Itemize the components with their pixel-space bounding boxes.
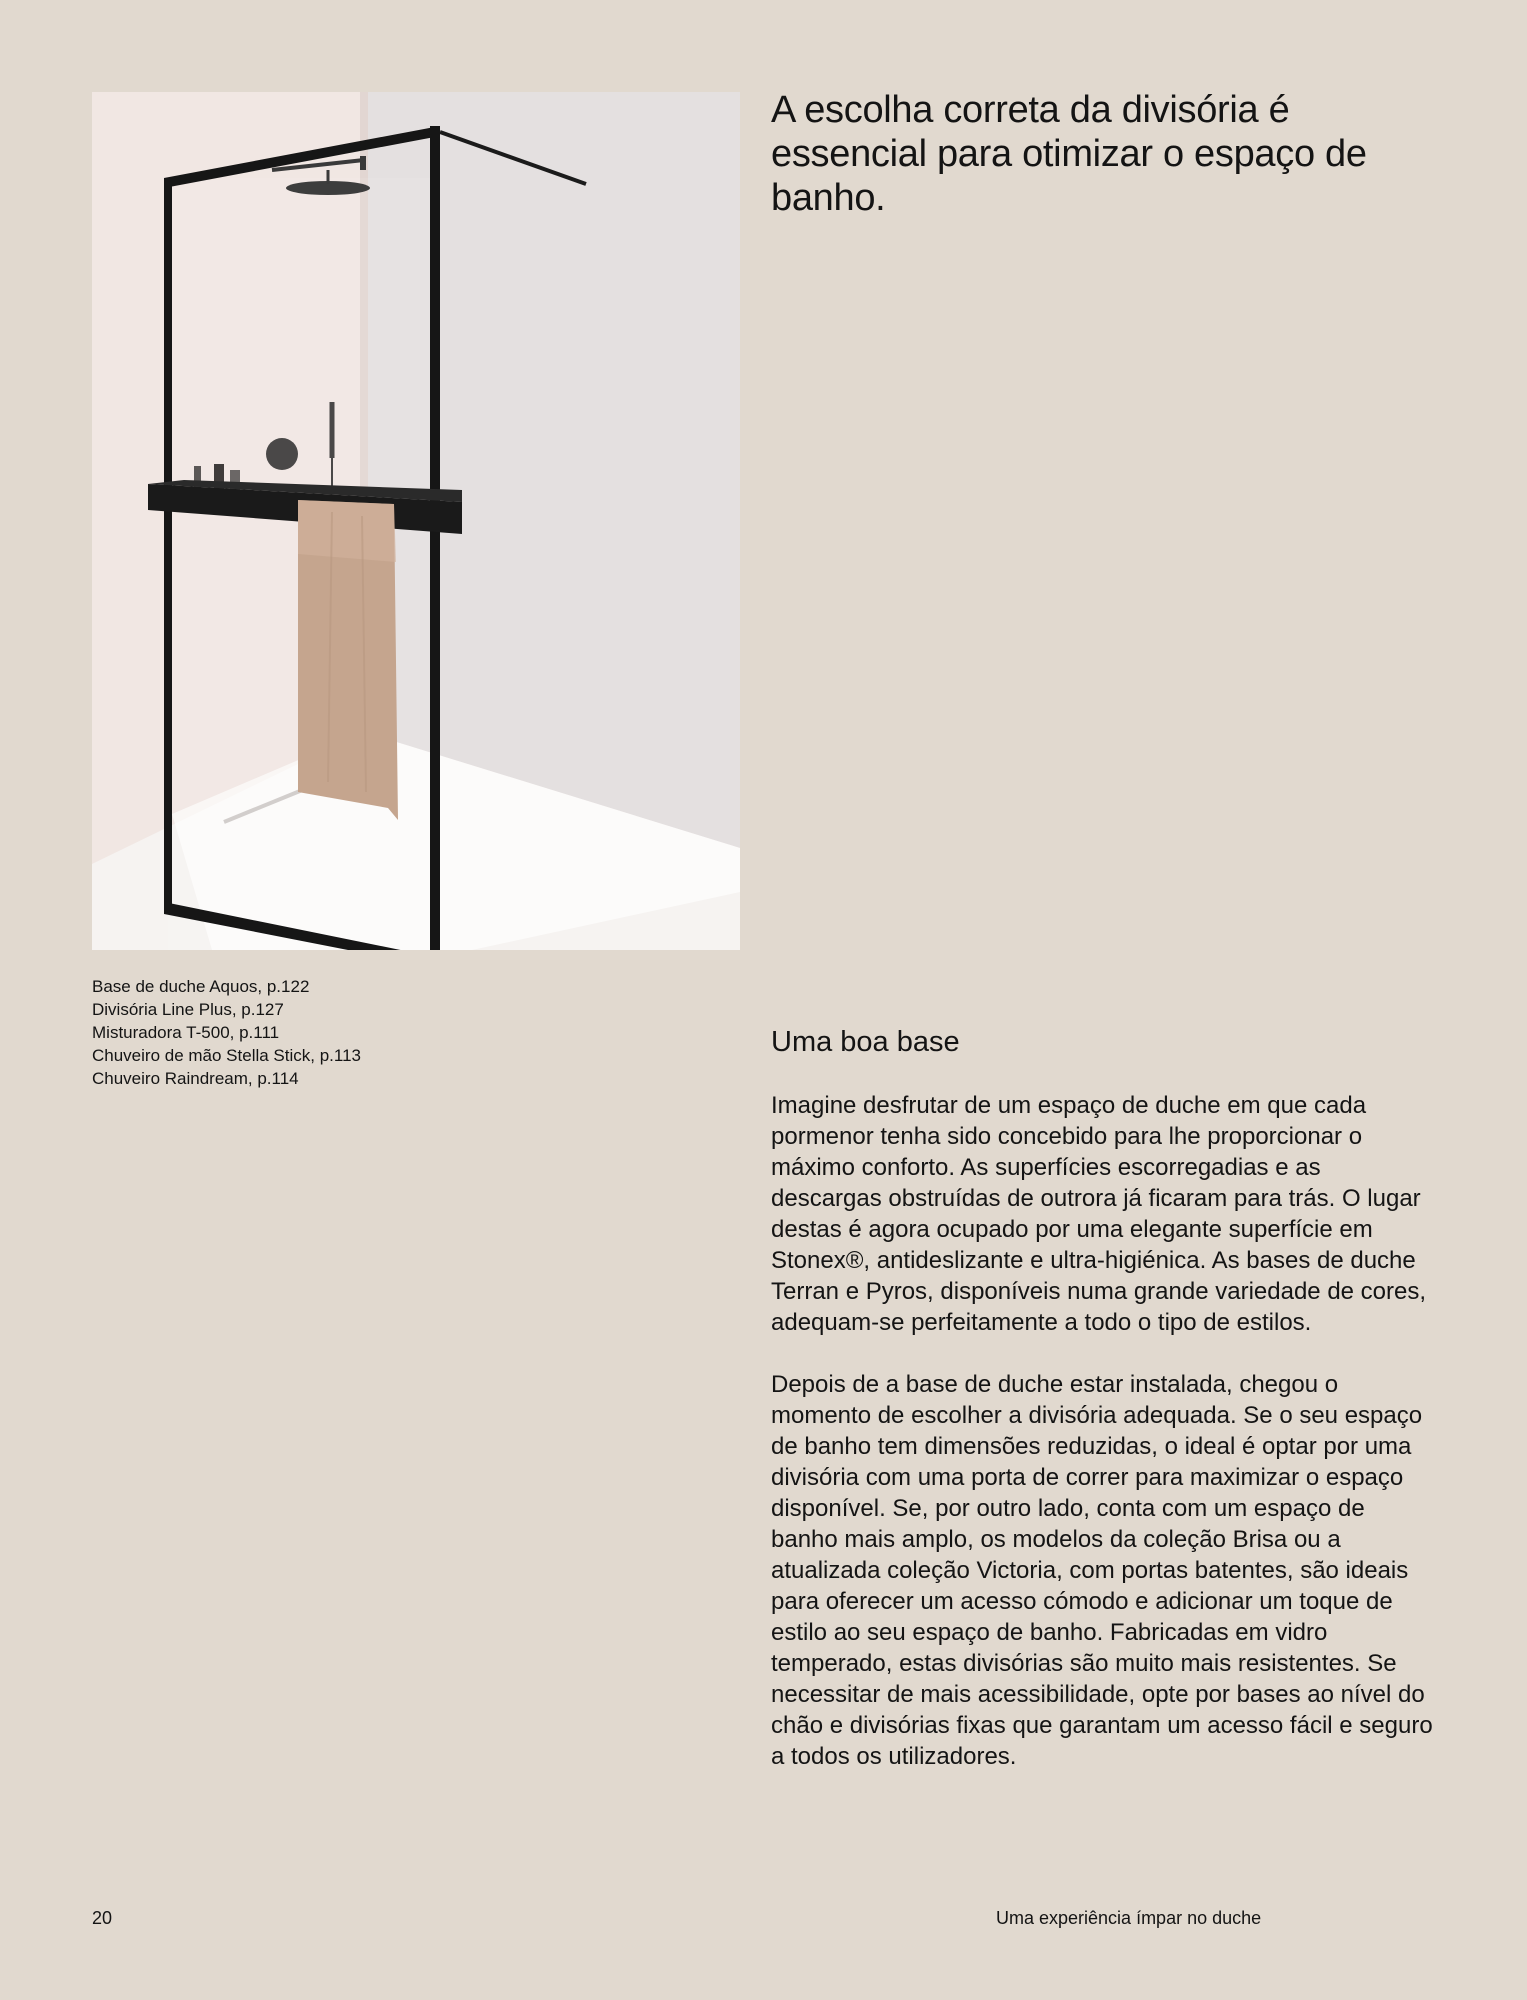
- page-number: 20: [92, 1908, 113, 1928]
- caption-line: Divisória Line Plus, p.127: [92, 1000, 284, 1019]
- running-footer-title: Uma experiência ímpar no duche: [996, 1908, 1262, 1928]
- caption-line: Misturadora T-500, p.111: [92, 1023, 280, 1042]
- section-heading: Uma boa base: [771, 1026, 960, 1058]
- caption-line: Chuveiro Raindream, p.114: [92, 1069, 299, 1088]
- caption-line: Base de duche Aquos, p.122: [92, 977, 310, 996]
- photo-caption: [92, 975, 512, 1090]
- section-body: [771, 1090, 1436, 1803]
- caption-line: Chuveiro de mão Stella Stick, p.113: [92, 1046, 361, 1065]
- shower-photo-illustration: [92, 92, 740, 950]
- shower-enclosure-photo: [92, 92, 740, 950]
- page-headline: A escolha correta da divisória é essencial para otimizar o espaço de banho.: [771, 89, 1367, 219]
- body-paragraph: Imagine desfrutar de um espaço de duche em que cada pormenor tenha sido concebido para lhe proporcionar o máximo conforto. As superfícies escorregadias e as descargas obstruídas de outrora já ficaram para trás. O lugar destas é agora ocupado por uma elegante superfície em Stonex®, antideslizante e ultra-higiénica. As bases de duche Terran e Pyros, disponíveis numa grande variedade de cores, adequam-se perfeitamente a todo o tipo de estilos.: [771, 1092, 1427, 1336]
- body-paragraph: Depois de a base de duche estar instalada, chegou o momento de escolher a divisória adequada. Se o seu espaço de banho tem dimensões reduzidas, o ideal é optar por uma divisória com uma porta de correr para maximizar o espaço disponível. Se, por outro lado, conta com um espaço de banho mais amplo, os modelos da coleção Brisa ou a atualizada coleção Victoria, com portas batentes, são ideais para oferecer um acesso cómodo e adicionar um toque de estilo ao seu espaço de banho. Fabricadas em vidro temperado, estas divisórias são muito mais resistentes. Se necessitar de mais acessibilidade, opte por bases ao nível do chão e divisórias fixas que garantam um acesso fácil e seguro a todos os utilizadores.: [771, 1371, 1433, 1770]
